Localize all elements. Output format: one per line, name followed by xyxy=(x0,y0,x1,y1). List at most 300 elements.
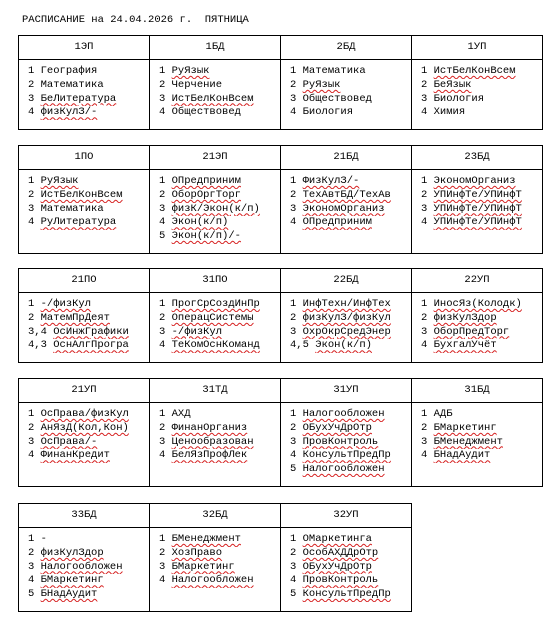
lesson-list xyxy=(412,403,542,466)
lesson-item xyxy=(290,79,411,93)
group-header-row xyxy=(19,36,543,60)
lesson-number: 5 xyxy=(28,588,35,601)
group-header-cell xyxy=(19,146,150,170)
lesson-number: 4 xyxy=(159,216,166,229)
lesson-subject: ОснАлгПрогра xyxy=(53,339,129,352)
group-name: 1ЭП xyxy=(74,41,94,53)
lesson-item xyxy=(159,408,280,422)
group-name: 1УП xyxy=(467,41,487,53)
lesson-number: 2 xyxy=(159,421,166,434)
lesson-item xyxy=(28,93,149,107)
group-lessons-row xyxy=(19,170,543,254)
group-lessons-cell xyxy=(281,293,412,363)
lesson-number: 4 xyxy=(159,106,166,119)
lesson-number: 2 xyxy=(159,78,166,91)
lesson-number: 1 xyxy=(421,298,428,310)
lesson-subject: Математика xyxy=(302,65,366,77)
lesson-item xyxy=(421,298,542,312)
lesson-number: 3 xyxy=(421,92,428,105)
group-lessons-cell xyxy=(150,528,281,612)
group-name: 1ПО xyxy=(74,151,94,163)
lesson-item xyxy=(290,203,411,217)
lesson-item xyxy=(28,574,149,588)
lesson-number: 4,3 xyxy=(28,339,47,352)
group-name: 22УП xyxy=(464,274,490,286)
lesson-item xyxy=(290,216,411,230)
lesson-number: 2 xyxy=(421,421,428,434)
lesson-number: 3 xyxy=(421,325,428,338)
lesson-subject: ОПредприним xyxy=(171,175,241,187)
lesson-number: 4 xyxy=(290,574,297,587)
lesson-item xyxy=(159,203,280,217)
lesson-item xyxy=(28,298,149,312)
lesson-item xyxy=(421,449,542,463)
lesson-number: 1 xyxy=(159,175,166,187)
lesson-subject: Обществовед xyxy=(302,92,372,105)
lesson-item xyxy=(290,449,411,463)
group-lessons-cell xyxy=(412,293,543,363)
lesson-number: 3 xyxy=(290,202,297,215)
lesson-subject: Налогообложен xyxy=(171,574,254,587)
lesson-number: 2 xyxy=(28,546,35,559)
group-name: 21УП xyxy=(71,384,97,396)
lesson-subject: Ценообразован xyxy=(171,435,254,448)
lesson-number: 1 xyxy=(421,408,428,420)
lesson-subject: ОМаркетинга xyxy=(302,533,372,545)
lesson-list xyxy=(19,293,149,356)
group-name: 33БД xyxy=(71,509,97,521)
lesson-subject: ОБухУчДрОтр xyxy=(302,560,372,573)
lesson-number: 2 xyxy=(421,188,428,201)
lesson-subject: БМенеджмент xyxy=(171,533,241,545)
lesson-number: 2 xyxy=(159,311,166,324)
lesson-item xyxy=(421,79,542,93)
group-header-row xyxy=(19,269,543,293)
empty-cell xyxy=(412,504,543,528)
group-header-cell xyxy=(150,379,281,403)
lesson-number: 3 xyxy=(159,202,166,215)
lesson-item xyxy=(290,436,411,450)
lesson-subject: УПИнфТе/УПИнфТ xyxy=(433,202,522,215)
group-lessons-cell xyxy=(19,528,150,612)
lesson-subject: Черчение xyxy=(171,78,223,91)
lesson-number: 5 xyxy=(290,463,297,476)
group-lessons-cell xyxy=(150,293,281,363)
lesson-item xyxy=(159,106,280,120)
lesson-list xyxy=(412,60,542,123)
lesson-number: 4 xyxy=(159,449,166,462)
lesson-subject: АнЯзД(Кол,Кон) xyxy=(40,421,129,434)
lesson-number: 3 xyxy=(159,325,166,338)
lesson-list xyxy=(19,528,149,605)
lesson-subject: УПИнфТе/УПИнфТ xyxy=(433,216,522,229)
lesson-subject: ОперацСистемы xyxy=(171,311,254,324)
group-name: 21ПО xyxy=(71,274,97,286)
lesson-item xyxy=(421,106,542,120)
group-table xyxy=(18,268,543,363)
lesson-subject: БМаркетинг xyxy=(171,560,235,573)
lesson-item xyxy=(159,339,280,353)
lesson-subject: ОсобАХДДрОтр xyxy=(302,546,379,559)
lesson-item xyxy=(421,93,542,107)
lesson-number: 3 xyxy=(159,435,166,448)
lesson-number: 2 xyxy=(290,78,297,91)
lesson-item xyxy=(28,339,149,353)
lesson-item xyxy=(159,230,280,244)
lesson-number: 5 xyxy=(159,230,166,243)
lesson-subject: ОборОргТорг xyxy=(171,188,241,201)
lesson-number: 1 xyxy=(290,65,297,77)
lesson-number: 4 xyxy=(28,106,35,119)
lesson-item xyxy=(159,65,280,79)
lesson-number: 1 xyxy=(28,65,35,77)
lesson-subject: РуЛитература xyxy=(40,216,117,229)
lesson-number: 2 xyxy=(290,546,297,559)
lesson-item xyxy=(290,339,411,353)
group-header-cell xyxy=(150,146,281,170)
lesson-subject: физКулЗдор xyxy=(433,311,497,324)
lesson-number: 3 xyxy=(290,560,297,573)
group-lessons-row xyxy=(19,293,543,363)
lesson-item xyxy=(28,175,149,189)
lesson-subject: - xyxy=(40,533,47,545)
lesson-number: 1 xyxy=(290,533,297,545)
group-name: 31ПО xyxy=(202,274,228,286)
lesson-number: 2 xyxy=(28,421,35,434)
lesson-subject: ОПредприним xyxy=(302,216,372,229)
lesson-item xyxy=(28,106,149,120)
lesson-item xyxy=(421,175,542,189)
lesson-item xyxy=(159,561,280,575)
lesson-number: 2 xyxy=(28,78,35,91)
lesson-list xyxy=(150,60,280,123)
group-header-cell xyxy=(412,146,543,170)
lesson-number: 2 xyxy=(421,78,428,91)
lesson-subject: География xyxy=(40,65,98,77)
lesson-number: 4 xyxy=(28,449,35,462)
group-header-cell xyxy=(412,269,543,293)
lesson-number: 3 xyxy=(28,560,35,573)
lesson-item xyxy=(290,189,411,203)
group-name: 22БД xyxy=(333,274,359,286)
lesson-item xyxy=(421,312,542,326)
lesson-subject: ТеКомОснКоманд xyxy=(171,339,260,352)
group-header-cell xyxy=(19,269,150,293)
lesson-list xyxy=(19,170,149,233)
lesson-subject: КонсультПредПр xyxy=(302,588,391,601)
lesson-subject: ОсПрава/физКул xyxy=(40,408,129,420)
group-lessons-cell xyxy=(412,403,543,487)
group-lessons-row xyxy=(19,528,543,612)
lesson-list xyxy=(281,293,411,356)
lesson-item xyxy=(421,65,542,79)
group-lessons-cell xyxy=(150,60,281,130)
lesson-number: 2 xyxy=(421,311,428,324)
lesson-item xyxy=(290,298,411,312)
lesson-number: 1 xyxy=(159,408,166,420)
lesson-subject: ОБухУчДрОтр xyxy=(302,421,372,434)
lesson-subject: Налогообложен xyxy=(40,560,123,573)
lesson-number: 2 xyxy=(28,311,35,324)
group-name: 21БД xyxy=(333,151,359,163)
lesson-list xyxy=(281,403,411,480)
lesson-item xyxy=(421,189,542,203)
lesson-subject: Математика xyxy=(40,78,104,91)
lesson-number: 3 xyxy=(159,560,166,573)
lesson-subject: ЭкономОрганиз xyxy=(302,202,385,215)
lesson-subject: РуЯзык xyxy=(171,65,210,77)
lesson-list xyxy=(19,403,149,466)
lesson-number: 1 xyxy=(159,533,166,545)
lesson-subject: БеЛитература xyxy=(40,92,117,105)
group-lessons-cell xyxy=(412,60,543,130)
group-name: 31УП xyxy=(333,384,359,396)
lesson-item xyxy=(290,574,411,588)
group-lessons-cell xyxy=(281,60,412,130)
lesson-number: 1 xyxy=(421,175,428,187)
lesson-item xyxy=(159,175,280,189)
group-header-row xyxy=(19,504,543,528)
group-lessons-row xyxy=(19,60,543,130)
group-name: 23БД xyxy=(464,151,490,163)
lesson-item xyxy=(159,326,280,340)
lesson-item xyxy=(159,574,280,588)
lesson-subject: Экон(к/п)/- xyxy=(171,230,241,243)
group-name: 2БД xyxy=(336,41,356,53)
lesson-subject: МатемПрДеят xyxy=(40,311,110,324)
lesson-item xyxy=(159,79,280,93)
group-header-cell xyxy=(281,269,412,293)
group-name: 32УП xyxy=(333,509,359,521)
lesson-item xyxy=(159,93,280,107)
group-header-cell xyxy=(19,36,150,60)
group-lessons-row xyxy=(19,403,543,487)
lesson-item xyxy=(159,422,280,436)
lesson-list xyxy=(150,403,280,466)
lesson-item xyxy=(28,588,149,602)
group-lessons-cell xyxy=(19,60,150,130)
lesson-number: 4 xyxy=(421,339,428,352)
lesson-subject: физКулЗ/- xyxy=(40,106,98,119)
lesson-subject: АДБ xyxy=(433,408,453,420)
lesson-item xyxy=(28,561,149,575)
lesson-subject: ОборПредТорг xyxy=(433,325,510,338)
group-lessons-cell xyxy=(150,403,281,487)
lesson-number: 4 xyxy=(421,106,428,119)
lesson-list xyxy=(150,170,280,247)
lesson-number: 4 xyxy=(290,216,297,229)
lesson-subject: БНадАудит xyxy=(40,588,98,601)
lesson-subject: Химия xyxy=(433,106,466,119)
lesson-item xyxy=(28,326,149,340)
lesson-item xyxy=(290,312,411,326)
lesson-number: 1 xyxy=(159,298,166,310)
group-header-cell xyxy=(19,504,150,528)
lesson-list xyxy=(412,170,542,233)
group-header-cell xyxy=(150,504,281,528)
lesson-number: 4 xyxy=(421,449,428,462)
lesson-item xyxy=(290,106,411,120)
lesson-item xyxy=(290,175,411,189)
lesson-item xyxy=(28,449,149,463)
lesson-number: 4 xyxy=(421,216,428,229)
group-name: 21ЭП xyxy=(202,151,228,163)
lesson-item xyxy=(28,312,149,326)
lesson-item xyxy=(159,533,280,547)
lesson-list xyxy=(19,60,149,123)
lesson-item xyxy=(290,65,411,79)
lesson-item xyxy=(421,339,542,353)
lesson-subject: БухгалУчёт xyxy=(433,339,497,352)
lesson-subject: -/физКул xyxy=(40,298,92,310)
lesson-number: 2 xyxy=(290,188,297,201)
group-table xyxy=(18,35,543,130)
lesson-item xyxy=(28,79,149,93)
lesson-item xyxy=(290,588,411,602)
lesson-subject: ИнфТехн/ИнфТех xyxy=(302,298,391,310)
lesson-subject: Экон(к/п) xyxy=(315,339,372,352)
group-lessons-cell xyxy=(150,170,281,254)
lesson-item xyxy=(421,203,542,217)
lesson-item xyxy=(421,408,542,422)
lesson-subject: ИстБелКонВсем xyxy=(171,92,254,105)
lesson-number: 2 xyxy=(28,188,35,201)
lesson-number: 3 xyxy=(290,92,297,105)
group-lessons-cell xyxy=(281,528,412,612)
group-header-cell xyxy=(281,36,412,60)
lesson-item xyxy=(290,93,411,107)
lesson-list xyxy=(150,528,280,591)
empty-cell xyxy=(412,528,543,612)
lesson-item xyxy=(290,463,411,477)
lesson-subject: ИстБелКонВсем xyxy=(40,188,123,201)
lesson-subject: БеЯзык xyxy=(433,78,472,91)
lesson-item xyxy=(159,436,280,450)
lesson-subject: ИносЯз(Колодк) xyxy=(433,298,522,310)
lesson-number: 1 xyxy=(28,408,35,420)
lesson-subject: Биология xyxy=(302,106,354,119)
lesson-item xyxy=(290,533,411,547)
lesson-item xyxy=(28,436,149,450)
lesson-list xyxy=(150,293,280,356)
group-name: 32БД xyxy=(202,509,228,521)
lesson-subject: БМенеджмент xyxy=(433,435,503,448)
group-name: 31БД xyxy=(464,384,490,396)
lesson-number: 3 xyxy=(421,202,428,215)
lesson-item xyxy=(159,312,280,326)
lesson-item xyxy=(421,436,542,450)
lesson-number: 1 xyxy=(28,175,35,187)
lesson-item xyxy=(290,326,411,340)
lesson-subject: ФинанОрганиз xyxy=(171,421,248,434)
lesson-number: 4 xyxy=(159,339,166,352)
lesson-number: 1 xyxy=(290,175,297,187)
lesson-item xyxy=(28,203,149,217)
lesson-number: 1 xyxy=(28,298,35,310)
lesson-subject: Обществовед xyxy=(171,106,241,119)
lesson-number: 2 xyxy=(290,421,297,434)
lesson-list xyxy=(412,293,542,356)
lesson-subject: физКулЗ/физКул xyxy=(302,311,391,324)
lesson-subject: РуЯзык xyxy=(40,175,79,187)
lesson-item xyxy=(421,326,542,340)
lesson-item xyxy=(28,189,149,203)
lesson-number: 1 xyxy=(28,533,35,545)
lesson-subject: физК/Экон(к/п) xyxy=(171,202,260,215)
lesson-subject: ПрогСрСоздИнПр xyxy=(171,298,260,310)
lesson-subject: БелЯзПрофЛек xyxy=(171,449,248,462)
lesson-number: 4 xyxy=(290,449,297,462)
lesson-number: 3 xyxy=(159,92,166,105)
lesson-number: 3 xyxy=(28,435,35,448)
lesson-item xyxy=(28,547,149,561)
lesson-item xyxy=(421,216,542,230)
lesson-number: 2 xyxy=(159,546,166,559)
lesson-item xyxy=(290,561,411,575)
group-lessons-cell xyxy=(281,403,412,487)
lesson-number: 3 xyxy=(290,325,297,338)
lesson-subject: Экон(к/п) xyxy=(171,216,229,229)
lesson-item xyxy=(290,408,411,422)
lesson-subject: ФизКулЗ/- xyxy=(302,175,360,187)
group-name: 31ТД xyxy=(202,384,228,396)
lesson-subject: АХД xyxy=(171,408,191,420)
lesson-number: 5 xyxy=(290,588,297,601)
lesson-item xyxy=(159,189,280,203)
group-header-cell xyxy=(412,36,543,60)
lesson-item xyxy=(159,298,280,312)
group-header-row xyxy=(19,379,543,403)
lesson-number: 3 xyxy=(28,92,35,105)
group-lessons-cell xyxy=(19,170,150,254)
lesson-item xyxy=(28,65,149,79)
lesson-subject: БНадАудит xyxy=(433,449,491,462)
lesson-number: 4,5 xyxy=(290,339,309,352)
lesson-subject: КонсультПредПр xyxy=(302,449,391,462)
lesson-item xyxy=(28,533,149,547)
group-header-cell xyxy=(19,379,150,403)
lesson-subject: Биология xyxy=(433,92,485,105)
lesson-number: 1 xyxy=(421,65,428,77)
lesson-list xyxy=(281,170,411,233)
lesson-item xyxy=(290,547,411,561)
lesson-list xyxy=(281,528,411,605)
lesson-number: 2 xyxy=(159,188,166,201)
group-lessons-cell xyxy=(281,170,412,254)
group-header-cell xyxy=(281,146,412,170)
lesson-subject: ПровКонтроль xyxy=(302,435,379,448)
lesson-subject: ТехАвтБД/ТехАв xyxy=(302,188,391,201)
lesson-number: 4 xyxy=(290,106,297,119)
lesson-number: 4 xyxy=(28,574,35,587)
lesson-subject: ИстБелКонВсем xyxy=(433,65,516,77)
group-table xyxy=(18,503,543,612)
lesson-number: 4 xyxy=(159,574,166,587)
lesson-number: 3 xyxy=(28,202,35,215)
lesson-item xyxy=(159,547,280,561)
lesson-item xyxy=(421,422,542,436)
group-table xyxy=(18,378,543,487)
schedule-title: РАСПИСАНИЕ на 24.04.2026 г. ПЯТНИЦА xyxy=(22,14,249,26)
lesson-item xyxy=(159,449,280,463)
lesson-subject: Математика xyxy=(40,202,104,215)
lesson-subject: ФинанКредит xyxy=(40,449,110,462)
lesson-number: 1 xyxy=(159,65,166,77)
lesson-number: 4 xyxy=(28,216,35,229)
group-table xyxy=(18,145,543,254)
lesson-subject: РуЯзык xyxy=(302,78,341,91)
group-lessons-cell xyxy=(412,170,543,254)
